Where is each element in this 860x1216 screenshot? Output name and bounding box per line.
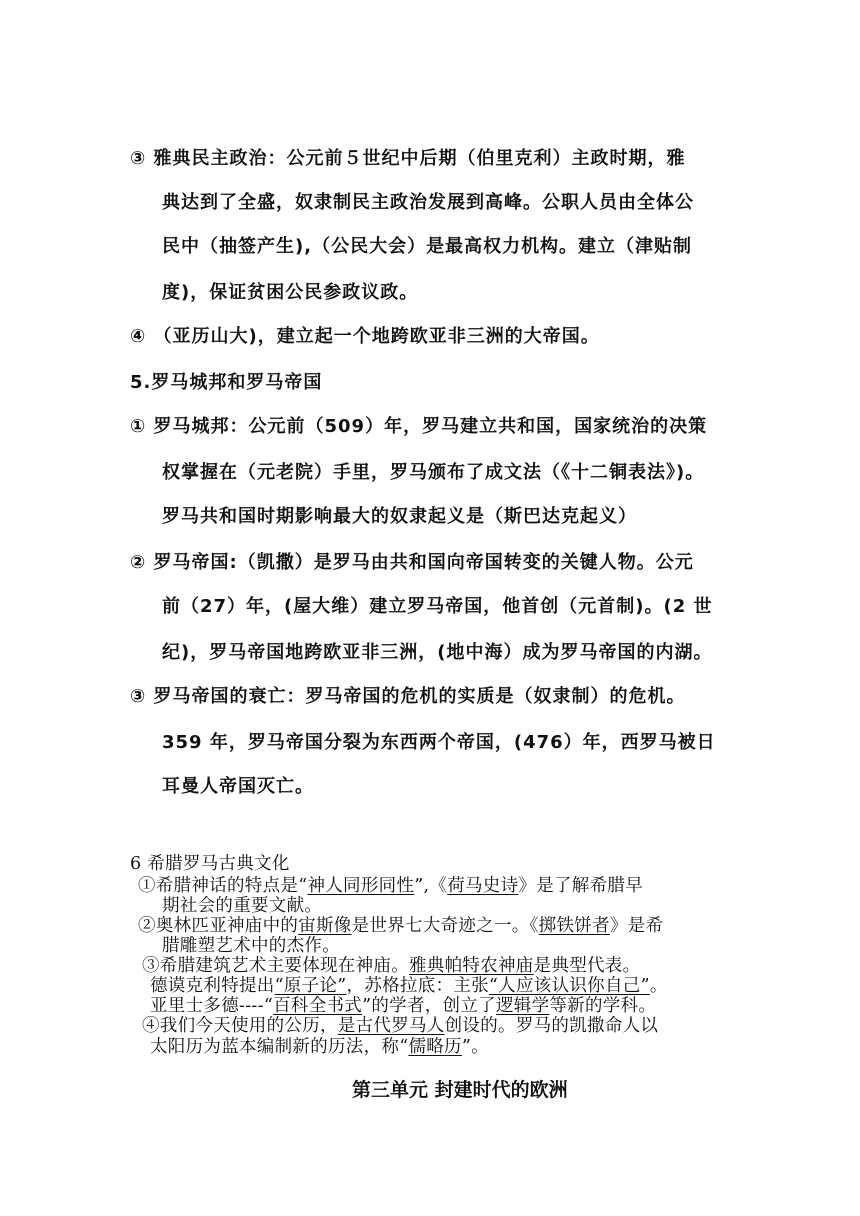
underlined-term: 逻辑学 — [495, 996, 550, 1016]
text-run: 。 — [649, 976, 668, 996]
text-run: 等新的学科。 — [549, 996, 657, 1016]
section-heading: 6 希腊罗马古典文化 — [130, 854, 290, 874]
text-run: 》是希 — [609, 916, 664, 936]
text-line: ② 罗马帝国:（凯撒）是罗马由共和国向帝国转变的关键人物。公元 — [130, 552, 694, 573]
text-line: ③ 雅典民主政治：公元前５世纪中后期（伯里克利）主政时期，雅 — [130, 148, 686, 169]
text-line: ① 罗马城邦：公元前（509）年，罗马建立共和国，国家统治的决策 — [130, 416, 708, 437]
text-line: 耳曼人帝国灭亡。 — [162, 776, 314, 797]
text-run: ①希腊神话的特点是“ — [138, 876, 308, 896]
text-line: 前（27）年，(屋大维）建立罗马帝国，他首创（元首制)。(2 世 — [162, 596, 713, 617]
underlined-term: 百科全书式 — [273, 996, 363, 1016]
text-run: ”,《 — [414, 876, 448, 896]
text-line: ④ （亚历山大)，建立起一个地跨欧亚非三洲的大帝国。 — [130, 326, 600, 347]
text-run: ”。 — [461, 1037, 489, 1057]
text-run: 》是了解希腊早 — [518, 876, 643, 896]
text-line: 度)，保证贫困公民参政议政。 — [162, 282, 419, 303]
text-line — [150, 1037, 489, 1057]
text-line: 腊雕塑艺术中的杰作。 — [162, 936, 340, 956]
text-run: 是典型代表。 — [533, 956, 641, 976]
text-line: 罗马共和国时期影响最大的奴隶起义是（斯巴达克起义） — [162, 506, 637, 527]
underlined-term: 荷马史诗 — [447, 876, 519, 896]
underlined-term: 雅典帕特农神庙 — [409, 956, 534, 976]
text-run: ③希腊建筑艺术主要体现在神庙。 — [142, 956, 409, 976]
text-line — [138, 916, 663, 936]
text-run: ，苏格拉底：主张 — [346, 976, 489, 996]
text-run: ”的学者，创立了 — [362, 996, 496, 1016]
text-line — [150, 996, 656, 1016]
unit-title: 第三单元 封建时代的欧洲 — [352, 1079, 568, 1101]
text-line: 权掌握在（元老院）手里，罗马颁布了成文法（《十二铜表法》)。 — [162, 462, 705, 483]
section-heading: 5.罗马城邦和罗马帝国 — [130, 372, 323, 393]
text-line: 期社会的重要文献。 — [162, 896, 323, 916]
underlined-term: “原子论” — [274, 976, 347, 996]
text-line — [138, 876, 643, 896]
text-run: 创设的。罗马的凯撒命人以 — [444, 1016, 659, 1036]
underlined-term: 是古代罗马人 — [337, 1016, 445, 1036]
text-line: 359 年，罗马帝国分裂为东西两个帝国，(476）年，西罗马被日 — [162, 732, 716, 753]
text-line: 民中（抽签产生),（公民大会）是最高权力机构。建立（津贴制 — [162, 236, 693, 257]
text-line — [142, 956, 640, 976]
underlined-term: 儒略历 — [408, 1037, 462, 1057]
underlined-term: 掷铁饼者 — [538, 916, 610, 936]
text-line: ③ 罗马帝国的衰亡：罗马帝国的危机的实质是（奴隶制）的危机。 — [130, 686, 686, 707]
underlined-term: 神人同形同性 — [307, 876, 415, 896]
text-run: 德谟克利特提出 — [150, 976, 275, 996]
text-run: ④我们今天使用的公历， — [142, 1016, 338, 1036]
text-line: 纪)，罗马帝国地跨欧亚非三洲，(地中海）成为罗马帝国的内湖。 — [162, 642, 713, 663]
text-line — [150, 976, 668, 996]
underlined-term: 宙斯像 — [298, 916, 352, 936]
text-run: ②奥林匹亚神庙中的 — [138, 916, 299, 936]
text-run: 是世界七大奇迹之一。《 — [351, 916, 539, 936]
text-run: 太阳历为蓝本编制新的历法，称“ — [150, 1037, 409, 1057]
text-run: 亚里士多德----“ — [150, 996, 274, 1016]
text-line — [142, 1016, 658, 1036]
underlined-term: “人应该认识你自己” — [488, 976, 650, 996]
text-line: 典达到了全盛，奴隶制民主政治发展到高峰。公职人员由全体公 — [162, 192, 694, 213]
